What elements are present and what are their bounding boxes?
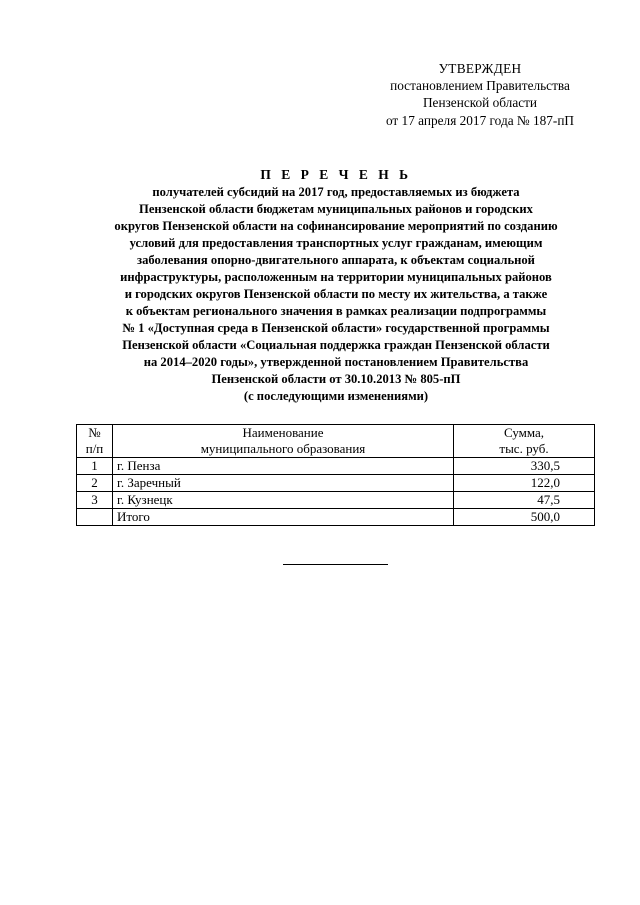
- header-sum: [454, 425, 595, 458]
- header-name-line-1: Наименование: [242, 425, 324, 440]
- approval-line-4: от 17 апреля 2017 года № 187-пП: [385, 112, 575, 128]
- row-number: 2: [77, 475, 113, 492]
- approval-line-3: Пензенской области: [422, 95, 538, 111]
- total-number: [77, 509, 113, 526]
- recipients-table: [76, 424, 595, 526]
- header-name: [113, 425, 454, 458]
- document-title: П Е Р Е Ч Е Н Ь: [260, 167, 412, 182]
- header-name-line-2: муниципального образования: [200, 441, 366, 456]
- header-sum-line-2: тыс. руб.: [499, 441, 549, 456]
- subtitle-line: инфраструктуры, расположенным на территории муниципальных районов: [120, 270, 552, 284]
- table-total-row: [77, 509, 595, 526]
- approval-block: [360, 60, 600, 129]
- header-number-line-1: №: [88, 425, 101, 440]
- row-number: 1: [77, 458, 113, 475]
- subtitle-line: условий для предоставления транспортных услуг гражданам, имеющим: [129, 236, 543, 250]
- subtitle-line: к объектам регионального значения в рамках реализации подпрограммы: [125, 304, 547, 318]
- subtitle-line: заболевания опорно-двигательного аппарата, к объектам социальной: [137, 253, 535, 267]
- row-sum: 122,0: [454, 475, 595, 492]
- row-number: 3: [77, 492, 113, 509]
- subtitle-line: на 2014–2020 годы», утвержденной постановлением Правительства: [143, 355, 529, 369]
- row-sum: 47,5: [454, 492, 595, 509]
- row-name: г. Пенза: [113, 458, 454, 475]
- total-label: Итого: [113, 509, 454, 526]
- subtitle-line: Пензенской области «Социальная поддержка граждан Пензенской области: [122, 338, 550, 352]
- total-sum: 500,0: [454, 509, 595, 526]
- document-heading: [76, 166, 596, 405]
- row-name: г. Заречный: [113, 475, 454, 492]
- subtitle-line: округов Пензенской области на софинансирование мероприятий по созданию: [114, 219, 558, 233]
- row-sum: 330,5: [454, 458, 595, 475]
- end-divider: [283, 564, 388, 565]
- header-number-line-2: п/п: [85, 441, 104, 456]
- header-number: [77, 425, 113, 458]
- table-row: [77, 458, 595, 475]
- table-row: [77, 475, 595, 492]
- table-row: [77, 492, 595, 509]
- header-sum-line-1: Сумма,: [503, 425, 545, 440]
- table-header-row: [77, 425, 595, 458]
- subtitle-line: Пензенской области бюджетам муниципальных районов и городских: [139, 202, 533, 216]
- subtitle-line: № 1 «Доступная среда в Пензенской области» государственной программы: [122, 321, 550, 335]
- subtitle-line: получателей субсидий на 2017 год, предоставляемых из бюджета: [152, 185, 520, 199]
- document-subtitle: [76, 184, 596, 405]
- approval-title: УТВЕРЖДЕН: [438, 61, 522, 76]
- subtitle-line: (с последующими изменениями): [243, 389, 429, 403]
- approval-line-2: постановлением Правительства: [390, 78, 570, 94]
- subtitle-line: Пензенской области от 30.10.2013 № 805-пП: [211, 372, 461, 386]
- subtitle-line: и городских округов Пензенской области по месту их жительства, а также: [124, 287, 548, 301]
- row-name: г. Кузнецк: [113, 492, 454, 509]
